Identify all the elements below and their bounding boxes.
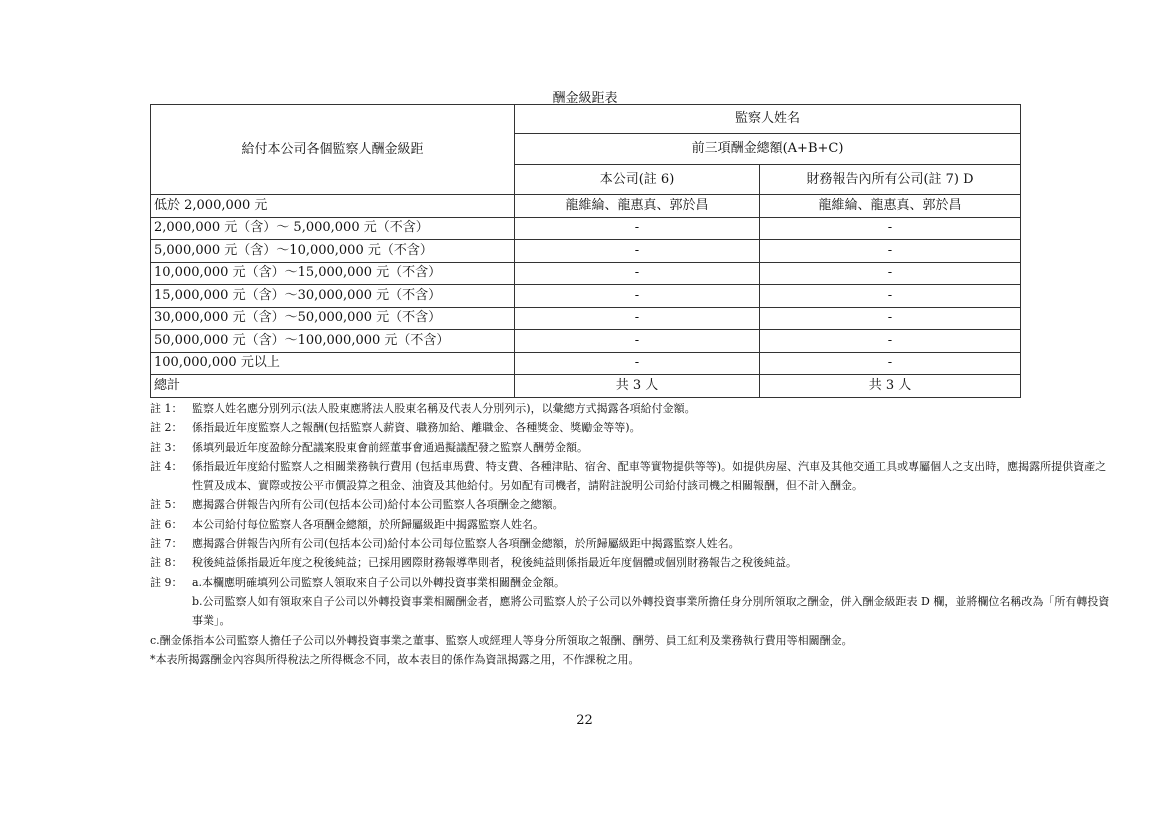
company-cell: -: [515, 217, 760, 240]
note-text: 係指最近年度監察人之報酬(包括監察人薪資、職務加給、離職金、各種獎金、獎勵金等等)。: [192, 421, 641, 435]
note-label: 註 3：: [150, 440, 183, 454]
company-cell: -: [515, 262, 760, 285]
company-cell: -: [515, 352, 760, 375]
note-3: [150, 438, 1110, 457]
header-company: 本公司(註 6): [515, 165, 760, 195]
company-cell: -: [515, 240, 760, 263]
total-label: 總計: [151, 375, 515, 398]
all-companies-cell: -: [760, 217, 1021, 240]
note-2: [150, 418, 1110, 437]
note-text: 稅後純益係指最近年度之稅後純益；已採用國際財務報導準則者，稅後純益則係指最近年度個體或個別財務報告之稅後純益。: [192, 556, 797, 570]
range-cell: 低於 2,000,000 元: [151, 195, 515, 218]
note-4: [150, 457, 1110, 496]
range-cell: 15,000,000 元（含）～30,000,000 元（不含）: [151, 285, 515, 308]
table-row: [151, 307, 1021, 330]
company-cell: -: [515, 307, 760, 330]
note-7: [150, 534, 1110, 553]
all-companies-cell: -: [760, 352, 1021, 375]
note-text: 本公司給付每位監察人各項酬金總額，於所歸屬級距中揭露監察人姓名。: [192, 517, 544, 531]
all-companies-cell: 龍維綸、龍惠真、郭於昌: [760, 195, 1021, 218]
range-cell: 10,000,000 元（含）～15,000,000 元（不含）: [151, 262, 515, 285]
table-row: [151, 330, 1021, 353]
note-text: 係填列最近年度盈餘分配議案股東會前經董事會通過擬議配發之監察人酬勞金額。: [192, 440, 588, 454]
total-row: [151, 375, 1021, 398]
table-title: 酬金級距表: [552, 91, 618, 106]
company-total: 共 3 人: [515, 375, 760, 398]
footnotes: [150, 399, 1110, 669]
note-5: [150, 495, 1110, 514]
table-row: [151, 352, 1021, 375]
remuneration-range-table: [150, 104, 1021, 398]
all-companies-cell: -: [760, 307, 1021, 330]
note-text: b.公司監察人如有領取來自子公司以外轉投資事業相關酬金者，應將公司監察人於子公司以外轉投資事業所擔任身分別所領取之酬金，併入酬金級距表 D 欄，並將欄位名稱改為「所有轉投資事業」。: [192, 594, 1110, 628]
note-label: 註 2：: [150, 421, 183, 435]
company-cell: -: [515, 285, 760, 308]
all-companies-cell: -: [760, 285, 1021, 308]
all-companies-cell: -: [760, 240, 1021, 263]
note-text: 係指最近年度給付監察人之相關業務執行費用 (包括車馬費、特支費、各種津貼、宿舍、配車等實物提供等等)。如提供房屋、汽車及其他交通工具或專屬個人之支出時，應揭露所提供資產之性質及成本、實際或按公平市價設算之租金、油資及其他給付。另如配有司機者，請附註說明公司給付該司機之相關報酬，但不計入酬金。: [192, 459, 1107, 493]
all-companies-cell: -: [760, 330, 1021, 353]
header-range-column: 給付本公司各個監察人酬金級距: [151, 105, 515, 195]
note-text: a.本欄應明確填列公司監察人領取來自子公司以外轉投資事業相關酬金金額。: [192, 575, 566, 589]
range-cell: 2,000,000 元（含）～ 5,000,000 元（不含）: [151, 217, 515, 240]
table-row: [151, 240, 1021, 263]
range-cell: 30,000,000 元（含）～50,000,000 元（不含）: [151, 307, 515, 330]
note-text: 監察人姓名應分別列示(法人股東應將法人股東名稱及代表人分別列示)，以彙總方式揭露各項給付金額。: [192, 402, 696, 415]
header-all-companies: 財務報告內所有公司(註 7) D: [760, 165, 1021, 195]
table-row: [151, 285, 1021, 308]
note-label: 註 6：: [150, 517, 183, 531]
all-companies-cell: -: [760, 262, 1021, 285]
note-9b: [150, 592, 1110, 631]
note-label: 註 8：: [150, 556, 183, 570]
table-row: [151, 262, 1021, 285]
header-supervisor-names: 監察人姓名: [515, 105, 1021, 134]
range-cell: 5,000,000 元（含）～10,000,000 元（不含）: [151, 240, 515, 263]
note-1: [150, 399, 1110, 418]
header-total-abc: 前三項酬金總額(A+B+C): [515, 134, 1021, 165]
note-text: 應揭露合併報告內所有公司(包括本公司)給付本公司監察人各項酬金之總額。: [192, 498, 564, 512]
page-number: 22: [576, 713, 593, 728]
company-cell: -: [515, 330, 760, 353]
range-cell: 50,000,000 元（含）～100,000,000 元（不含）: [151, 330, 515, 353]
note-label: 註 5：: [150, 498, 183, 512]
note-disclaimer: *本表所揭露酬金內容與所得稅法之所得概念不同，故本表目的係作為資訊揭露之用，不作課稅之用。: [150, 652, 640, 666]
header-row-1: [151, 105, 1021, 134]
range-cell: 100,000,000 元以上: [151, 352, 515, 375]
company-cell: 龍維綸、龍惠真、郭於昌: [515, 195, 760, 218]
note-text: 應揭露合併報告內所有公司(包括本公司)給付本公司每位監察人各項酬金總額，於所歸屬級距中揭露監察人姓名。: [192, 537, 740, 551]
note-8: [150, 553, 1110, 572]
table-row: [151, 217, 1021, 240]
note-label: 註 9：: [150, 575, 183, 589]
note-9: [150, 573, 1110, 592]
table-row: [151, 195, 1021, 218]
note-6: [150, 515, 1110, 534]
note-label: 註 1：: [150, 402, 183, 415]
note-c: c.酬金係指本公司監察人擔任子公司以外轉投資事業之董事、監察人或經理人等身分所領取之報酬、酬勞、員工紅利及業務執行費用等相關酬金。: [150, 633, 853, 647]
note-label: 註 7：: [150, 537, 183, 551]
note-label: 註 4：: [150, 459, 183, 473]
all-companies-total: 共 3 人: [760, 375, 1021, 398]
